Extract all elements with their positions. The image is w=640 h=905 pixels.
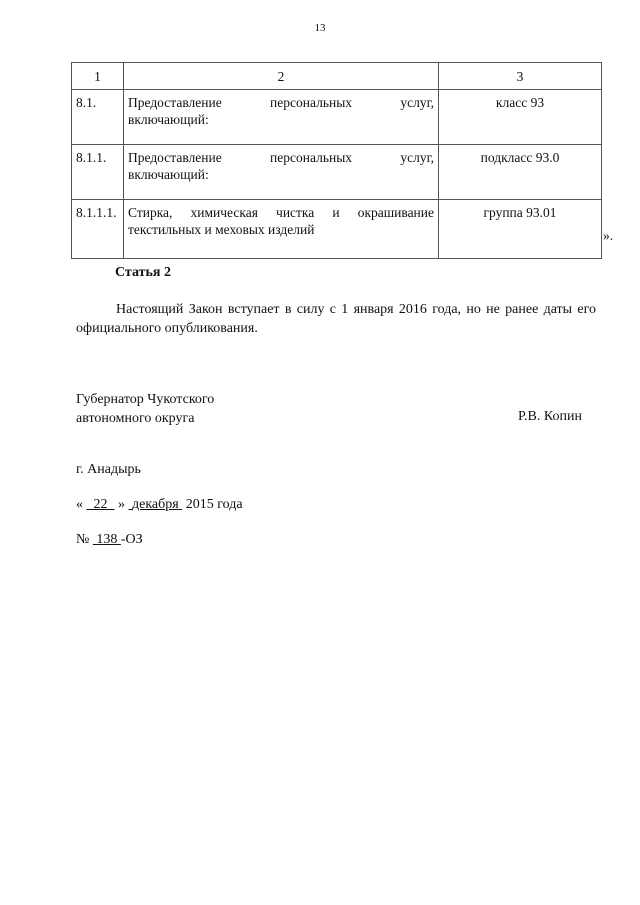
date-month [129,497,183,512]
date-day [87,497,115,512]
page-number: 13 [314,22,326,34]
date-open-quote: « [76,497,83,512]
table-row [72,90,602,145]
table-header-cell: 3 [439,63,602,90]
table-header-row [72,63,602,90]
law-number-line [76,532,143,548]
table-cell-class: класс 93 [439,90,602,145]
table-cell-name [124,90,439,145]
table-row [72,200,602,259]
date-line [76,497,243,513]
law-number-value: 138 [96,532,118,547]
table-cell-name-line: Стирка, химическая чистка и окрашивание [128,205,434,220]
table-cell-name-line: Предоставление персональных услуг, [128,150,434,165]
article-text [76,300,596,338]
table-cell-code: 8.1.1. [72,145,124,200]
table-header-cell: 2 [124,63,439,90]
signature-title-line: Губернатор Чукотского [76,392,215,407]
table-cell-name-line: включающий: [128,167,209,182]
article-body: Настоящий Закон вступает в силу с 1 января 2016 года, но не ранее даты его официального опубликования. [76,302,596,336]
table-cell-code: 8.1. [72,90,124,145]
table-header-cell: 1 [72,63,124,90]
table-row [72,145,602,200]
article-heading: Статья 2 [115,265,171,280]
table-cell-name-line: включающий: [128,112,209,127]
table-cell-class: подкласс 93.0 [439,145,602,200]
table-cell-class: группа 93.01 [439,200,602,259]
date-month-value: декабря [132,497,179,512]
okved-table [71,62,602,259]
law-number-suffix: -ОЗ [120,532,143,547]
table-cell-name-line: Предоставление персональных услуг, [128,95,434,110]
signatory-name: Р.В. Копин [518,409,582,424]
closing-quote: ». [603,228,614,243]
table-cell-code: 8.1.1.1. [72,200,124,259]
number-sign: № [76,532,90,547]
table-cell-name-line: текстильных и меховых изделий [128,222,315,237]
table-cell-name [124,200,439,259]
date-day-value: 22 [93,497,108,512]
date-year: 2015 года [185,497,243,512]
place: г. Анадырь [76,462,141,477]
table-cell-name [124,145,439,200]
date-close-quote: » [118,497,125,512]
law-number [93,532,121,547]
signature-title-line: автономного округа [76,411,195,426]
